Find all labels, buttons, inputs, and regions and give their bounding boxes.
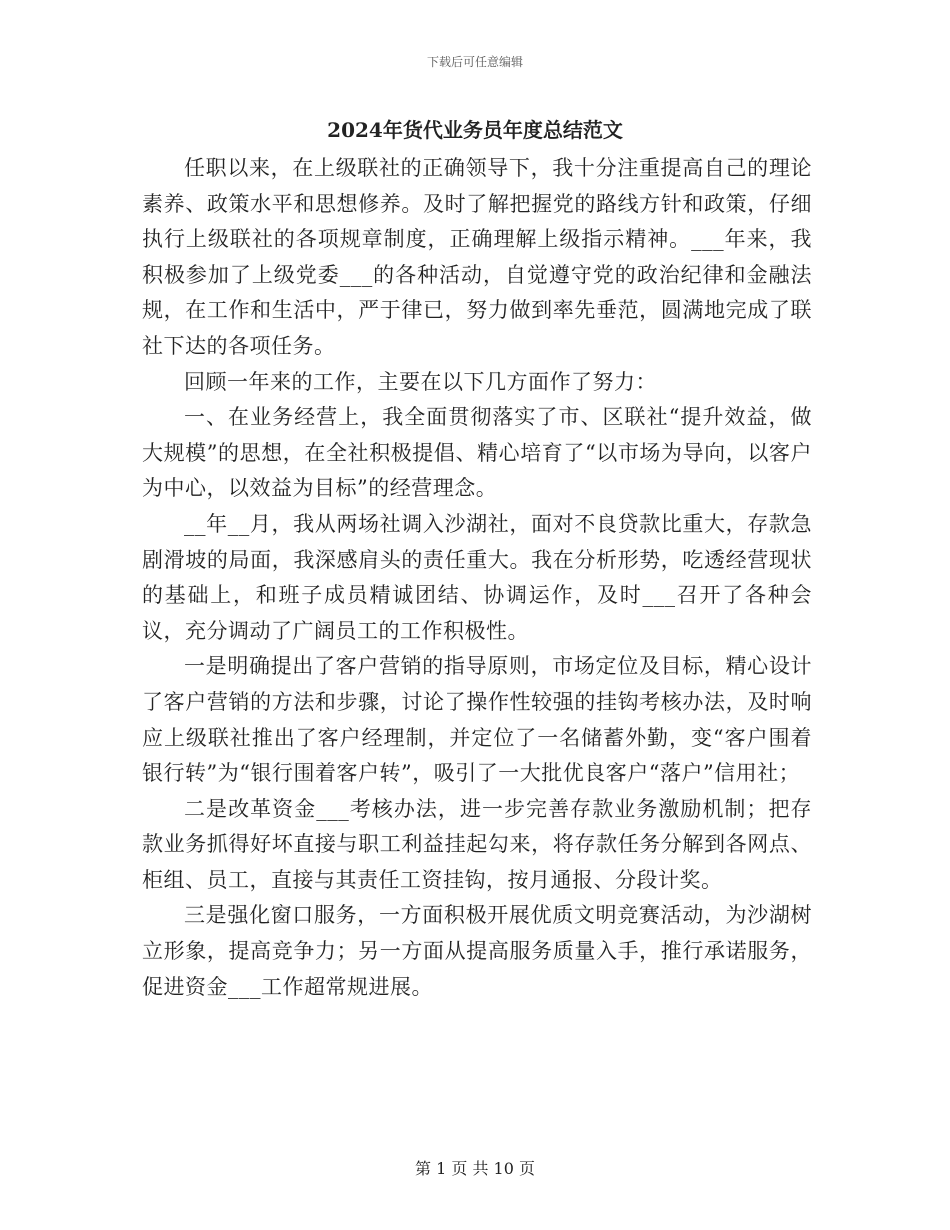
document-title: 2024年货代业务员年度总结范文 xyxy=(327,118,623,142)
header-note: 下载后可任意编辑 xyxy=(426,55,523,69)
paragraph: 回顾一年来的工作，主要在以下几方面作了努力： xyxy=(184,369,657,394)
paragraph: 一、在业务经营上，我全面贯彻落实了市、区联社“提升效益，做大规模”的思想，在全社积极提倡、精心培育了“以市场为导向，以客户为中心，以效益为目标”的经营理念。 xyxy=(142,405,812,501)
page-number-footer: 第 1 页 共 10 页 xyxy=(415,1159,535,1178)
document-body xyxy=(142,151,812,1005)
paragraph: 一是明确提出了客户营销的指导原则，市场定位及目标，精心设计了客户营销的方法和步骤，讨论了操作性较强的挂钩考核办法，及时响应上级联社推出了客户经理制，并定位了一名储蓄外勤，变“客户围着银行转”为“银行围着客户转”，吸引了一大批优良客户“落户”信用社； xyxy=(142,654,812,786)
paragraph: 三是强化窗口服务，一方面积极开展优质文明竞赛活动，为沙湖树立形象，提高竞争力；另一方面从提高服务质量入手，推行承诺服务，促进资金___工作超常规进展。 xyxy=(142,903,812,999)
paragraph: __年__月，我从两场社调入沙湖社，面对不良贷款比重大，存款急剧滑坡的局面，我深感肩头的责任重大。我在分析形势，吃透经营现状的基础上，和班子成员精诚团结、协调运作，及时___召开了各种会议，充分调动了广阔员工的工作积极性。 xyxy=(142,511,812,643)
paragraph: 二是改革资金___考核办法，进一步完善存款业务激励机制；把存款业务抓得好坏直接与职工利益挂起勾来，将存款任务分解到各网点、柜组、员工，直接与其责任工资挂钩，按月通报、分段计奖。 xyxy=(142,796,812,892)
paragraph: 任职以来，在上级联社的正确领导下，我十分注重提高自己的理论素养、政策水平和思想修养。及时了解把握党的路线方针和政策，仔细执行上级联社的各项规章制度，正确理解上级指示精神。___年来，我积极参加了上级党委___的各种活动，自觉遵守党的政治纪律和金融法规，在工作和生活中，严于律已，努力做到率先垂范，圆满地完成了联社下达的各项任务。 xyxy=(142,156,812,358)
